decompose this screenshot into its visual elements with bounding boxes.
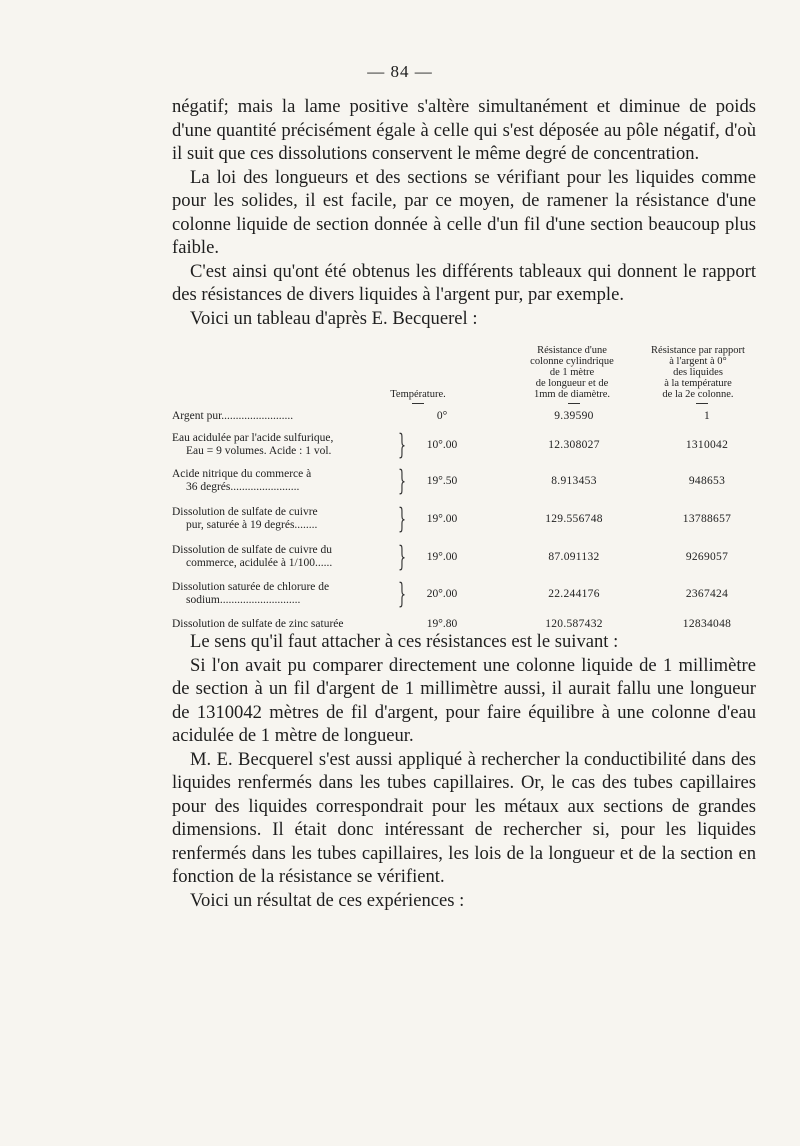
row-ratio: 948653 [688, 475, 726, 487]
row-resistance: 22.244176 [548, 588, 600, 600]
table-row [172, 428, 758, 468]
row-temperature: 19°.00 [426, 551, 458, 563]
row-label [172, 432, 384, 458]
row-temperature: 19°.80 [426, 618, 458, 630]
paragraph: Si l'on avait pu comparer directement une colonne liquide de 1 millimètre de section à un fil d'argent de 1 millimètre aussi, il aurait fallu une longueur de 1310042 mètres de fil d'argent, pour faire équilibre à une colonne d'eau acidulée de 1 mètre de longueur. [172, 654, 756, 746]
paragraph: M. E. Becquerel s'est aussi appliqué à rechercher la conductibilité dans des liquides renfermés dans les tubes capillaires. Or, le cas des tubes capillaires pour des liquides correspondrait pour les métaux aux sections de grandes dimensions. Il était donc intéressant de rechercher si, pour les liquides renfermés dans les tubes capillaires, les lois de la longueur et de la section en fonction de la résistance se vérifient. [172, 748, 756, 887]
label-line: 36 degrés........................ [186, 481, 300, 493]
paragraph: Voici un tableau d'après E. Becquerel : [190, 307, 478, 329]
row-label [172, 544, 384, 570]
row-ratio: 13788657 [682, 513, 732, 525]
row-resistance: 9.39590 [554, 410, 594, 422]
intro-text [172, 95, 756, 330]
label-line: sodium............................ [186, 594, 301, 606]
row-ratio: 9269057 [685, 551, 729, 563]
row-ratio: 12834048 [682, 618, 732, 630]
row-resistance: 129.556748 [545, 513, 603, 525]
header-temperature: Température. [390, 389, 446, 400]
row-resistance: 87.091132 [548, 551, 600, 563]
paragraph: La loi des longueurs et des sections se vérifiant pour les liquides comme pour les solides, il est facile, par ce moyen, de ramener la résistance d'une colonne liquide de section donnée à celle d'un fil d'une section beaucoup plus faible. [172, 166, 756, 258]
table-row [172, 540, 758, 581]
label-line: commerce, acidulée à 1/100...... [186, 557, 333, 569]
brace-icon: } [398, 502, 407, 535]
brace-icon: } [398, 540, 407, 573]
page-number: — 84 — [367, 62, 433, 81]
table-row [172, 410, 758, 432]
brace-icon: } [398, 464, 407, 497]
resistance-table [172, 330, 758, 638]
row-label [172, 581, 384, 607]
row-ratio: 2367424 [685, 588, 729, 600]
label-line: Eau = 9 volumes. Acide : 1 vol. [186, 445, 332, 457]
label-line: Dissolution de sulfate de cuivre du [172, 544, 333, 556]
row-temperature: 19°.00 [426, 513, 458, 525]
label-line: pur, saturée à 19 degrés........ [186, 519, 318, 531]
paragraph: C'est ainsi qu'ont été obtenus les différents tableaux qui donnent le rapport des résistances de divers liquides à l'argent pur, par exemple. [172, 260, 756, 305]
row-label [172, 468, 384, 494]
row-temperature: 20°.00 [426, 588, 458, 600]
label-line: Argent pur......................... [172, 410, 294, 422]
label-line: Acide nitrique du commerce à [172, 468, 312, 480]
header-line: de la 2e colonne. [662, 389, 734, 400]
row-label [172, 506, 384, 532]
row-resistance: 12.308027 [548, 439, 600, 451]
header-dash [568, 403, 580, 404]
label-line: Dissolution saturée de chlorure de [172, 581, 330, 593]
table-row [172, 464, 758, 506]
header-rule-row [172, 400, 758, 410]
row-ratio: 1 [703, 410, 711, 422]
table-row [172, 577, 758, 618]
paragraph: Le sens qu'il faut attacher à ces résistances est le suivant : [190, 631, 619, 652]
row-temperature: 0° [436, 410, 448, 422]
label-line: Dissolution de sulfate de cuivre [172, 506, 318, 518]
header-line: colonne cylindrique [530, 356, 614, 367]
header-line: à la température [664, 378, 732, 389]
label-line: Dissolution de sulfate de zinc saturée [172, 618, 344, 630]
brace-icon: } [398, 577, 407, 610]
table-header [172, 330, 758, 400]
row-ratio: 1310042 [685, 439, 729, 451]
header-line: de 1 mètre [549, 367, 595, 378]
row-label [172, 410, 400, 423]
header-line: Résistance par rapport [651, 345, 745, 356]
header-ratio [638, 345, 758, 400]
label-line: Eau acidulée par l'acide sulfurique, [172, 432, 334, 444]
header-line: à l'argent à 0° [669, 356, 727, 367]
row-resistance: 8.913453 [551, 475, 597, 487]
row-temperature: 19°.50 [426, 475, 458, 487]
header-line: de longueur et de [535, 378, 609, 389]
header-resistance [512, 345, 632, 400]
header-line: Résistance d'une [537, 345, 607, 356]
paragraph: Voici un résultat de ces expériences : [190, 889, 465, 911]
row-resistance: 120.587432 [545, 618, 603, 630]
brace-icon: } [398, 428, 407, 461]
table-row [172, 502, 758, 544]
after-table-text [172, 630, 756, 912]
paragraph: négatif; mais la lame positive s'altère simultanément et diminue de poids d'une quantité précisément égale à celle qui s'est déposée au pôle négatif, d'où il suit que ces dissolutions conservent le même degré de concentration. [172, 96, 756, 164]
header-dash [412, 403, 424, 404]
header-line: des liquides [673, 367, 723, 378]
header-dash [696, 403, 708, 404]
row-temperature: 10°.00 [426, 439, 458, 451]
header-line: 1mm de diamètre. [533, 389, 611, 400]
